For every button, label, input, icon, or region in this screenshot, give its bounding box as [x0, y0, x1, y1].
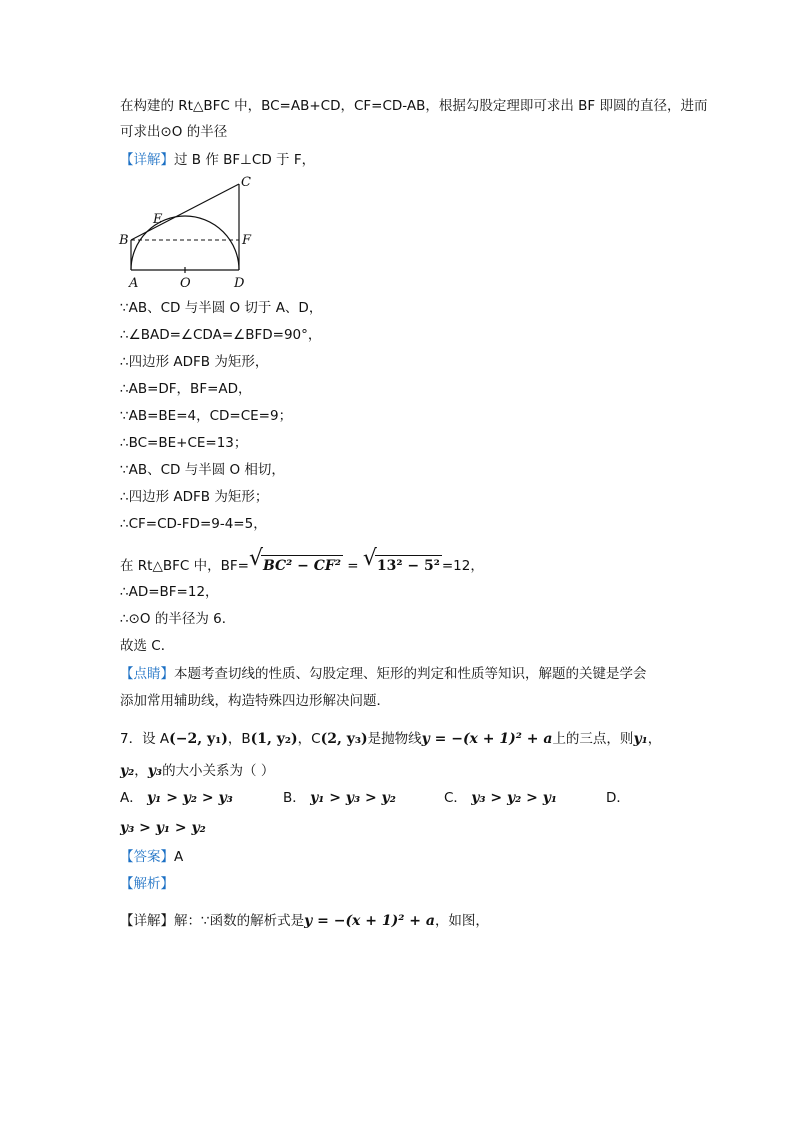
label-F: F [242, 233, 252, 248]
geometry-figure [116, 174, 256, 292]
step-2: ∴∠BAD=∠CDA=∠BFD=90°， [120, 327, 322, 343]
answer-value: A [174, 849, 184, 865]
step-3: ∴四边形 ADFB 为矩形， [120, 354, 269, 370]
bf-equals: = [347, 558, 359, 574]
q7-number: 7．设 A [120, 731, 170, 747]
option-C[interactable] [444, 788, 557, 808]
option-B[interactable] [283, 788, 396, 808]
label-D: D [234, 276, 245, 291]
detail-2-expr: y = −(x + 1)² + a [304, 913, 435, 929]
answer-line [120, 847, 183, 867]
point-A: (−2, y₁) [169, 731, 228, 747]
comment-line-1 [120, 664, 647, 684]
detail-2-line [120, 911, 489, 931]
intro-line-2: 可求出⊙O 的半径 [120, 124, 228, 140]
option-A[interactable] [120, 788, 233, 808]
label-C: C [241, 175, 251, 190]
q7-y2: y₂ [120, 763, 135, 779]
step-9: ∴CF=CD-FD=9-4=5， [120, 516, 267, 532]
q7-tail: 上的三点，则 [552, 731, 634, 747]
step-6: ∴BC=BE+CE=13； [120, 435, 248, 451]
step-4: ∴AB=DF，BF=AD， [120, 381, 252, 397]
step-7: ∵AB、CD 与半圆 O 相切， [120, 462, 285, 478]
comment-tag: 【点睛】 [120, 666, 174, 682]
option-B-expr: y₁ > y₃ > y₂ [310, 790, 396, 806]
after-2: ∴⊙O 的半径为 6． [120, 611, 236, 627]
label-O: O [180, 276, 191, 291]
answer-tag: 【答案】 [120, 849, 174, 865]
detail-tag: 【详解】 [120, 152, 174, 168]
bf-prefix: 在 Rt△BFC 中，BF= [120, 558, 249, 574]
analysis-tag: 【解析】 [120, 876, 174, 892]
q7-comma-2: ， [134, 763, 148, 779]
comment-text-1: 本题考查切线的性质、勾股定理、矩形的判定和性质等知识，解题的关键是学会 [174, 666, 647, 682]
step-8: ∴四边形 ADFB 为矩形； [120, 489, 269, 505]
comment-line-2: 添加常用辅助线，构造特殊四边形解决问题． [120, 693, 390, 709]
option-D-expr: y₃ > y₁ > y₂ [120, 820, 206, 836]
step-1: ∵AB、CD 与半圆 O 切于 A、D， [120, 300, 323, 316]
q7-y1: y₁ [633, 731, 648, 747]
radical-13-5: √ 13² − 5² [362, 546, 440, 574]
option-D-label: D． [606, 790, 630, 806]
q7-sep-1: ，B [227, 731, 251, 747]
label-E: E [153, 212, 163, 227]
analysis-line [120, 874, 174, 894]
q7-comma: ， [647, 731, 662, 747]
detail-2-text-2: ，如图， [434, 913, 489, 929]
q7-ask: 的大小关系为（ ） [162, 763, 275, 779]
detail-2-text-1: 解：∵函数的解析式是 [174, 913, 305, 929]
detail-2-tag: 【详解】 [120, 913, 174, 929]
q7-sep-2: ，C [297, 731, 321, 747]
label-B: B [119, 233, 129, 248]
after-3: 故选 C． [120, 638, 175, 654]
bf-calculation [120, 546, 484, 576]
q7-mid: 是抛物线 [367, 731, 422, 747]
bf-result: =12， [441, 558, 484, 574]
detail-line [120, 150, 315, 170]
point-B: (1, y₂) [250, 731, 298, 747]
point-C: (2, y₃) [320, 731, 368, 747]
label-A: A [129, 276, 139, 291]
semicircle [131, 216, 239, 270]
detail-text: 过 B 作 BF⊥CD 于 F， [174, 152, 316, 168]
q7-y3: y₃ [147, 763, 163, 779]
parabola-expr: y = −(x + 1)² + a [421, 731, 553, 747]
option-A-label: A． [120, 790, 143, 806]
after-1: ∴AD=BF=12， [120, 584, 219, 600]
step-5: ∵AB=BE=4，CD=CE=9； [120, 408, 293, 424]
question-7-line-2 [120, 761, 274, 781]
option-B-label: B． [283, 790, 306, 806]
option-C-expr: y₃ > y₂ > y₁ [471, 790, 557, 806]
option-D[interactable] [120, 818, 206, 838]
option-D-label-wrap[interactable] [606, 788, 630, 808]
intro-line-1: 在构建的 Rt△BFC 中，BC=AB+CD，CF=CD-AB，根据勾股定理即可求出 BF 即圆的直径，进而 [120, 98, 708, 114]
radical-bc-cf: √ BC² − CF² [248, 546, 341, 574]
option-A-expr: y₁ > y₂ > y₃ [147, 790, 233, 806]
option-C-label: C． [444, 790, 467, 806]
question-7-line-1 [120, 729, 661, 749]
